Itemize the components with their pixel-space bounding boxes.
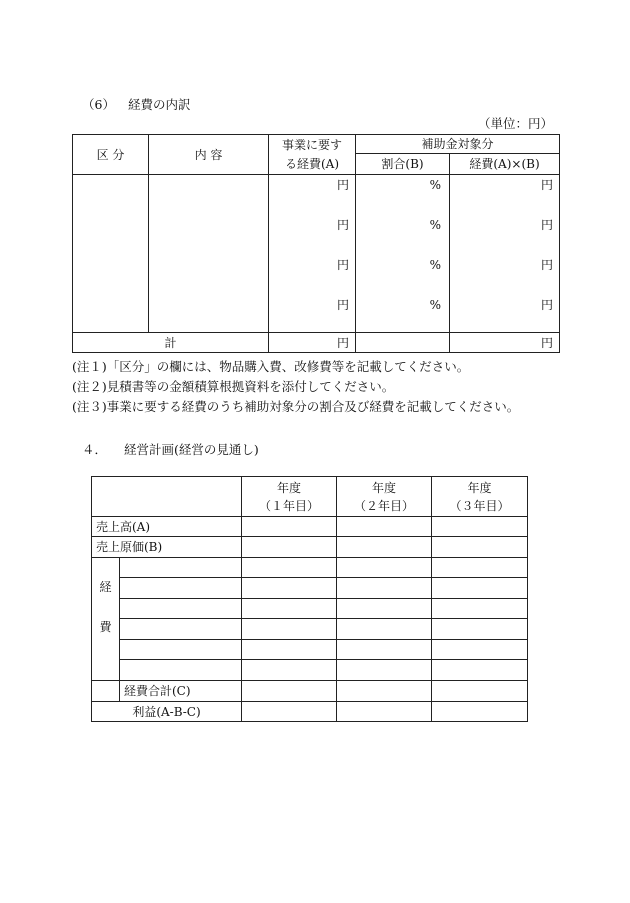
sales-label: 売上高(A) xyxy=(92,517,242,537)
expense-total-year1[interactable] xyxy=(242,681,337,702)
cost-year1[interactable] xyxy=(242,537,337,558)
unit-label: （単位：円） xyxy=(478,116,554,131)
expense-total-year3[interactable] xyxy=(432,681,528,702)
expense-6-year2[interactable] xyxy=(337,660,432,681)
year3-label: 年度 xyxy=(467,480,492,495)
year1-header xyxy=(242,477,337,517)
expense-char-2: 費 xyxy=(99,620,112,634)
row2-yen1: 円 xyxy=(336,218,349,232)
expense-3-year1[interactable] xyxy=(242,599,337,619)
sales-year1[interactable] xyxy=(242,517,337,537)
expense-5-year1[interactable] xyxy=(242,640,337,660)
profit-year1[interactable] xyxy=(242,702,337,722)
total-yen2[interactable]: 円 xyxy=(450,333,560,353)
expense-total-year2[interactable] xyxy=(337,681,432,702)
header-keihi: 経費(A)×(B) xyxy=(450,154,560,175)
row2-pct: % xyxy=(429,218,441,232)
cost-year3[interactable] xyxy=(432,537,528,558)
wariai-cell[interactable] xyxy=(356,175,450,333)
expense-5-year3[interactable] xyxy=(432,640,528,660)
row3-yen1: 円 xyxy=(336,258,349,272)
expense-breakdown-table xyxy=(72,134,560,353)
note-2: (注２)見積書等の金額積算根拠資料を添付してください。 xyxy=(72,379,395,394)
year2-header xyxy=(337,477,432,517)
row3-yen2: 円 xyxy=(541,258,554,272)
year2-label: 年度 xyxy=(371,480,396,495)
row1-yen1: 円 xyxy=(336,178,349,192)
row3-pct: % xyxy=(429,258,441,272)
profit-label: 利益(A-B-C) xyxy=(92,702,242,722)
row4-pct: % xyxy=(429,298,441,312)
expense-2-year3[interactable] xyxy=(432,578,528,599)
expense-char-1: 経 xyxy=(99,580,112,594)
section6-heading: 経費の内訳 xyxy=(128,97,191,112)
expense-6-year3[interactable] xyxy=(432,660,528,681)
expense-item-6[interactable] xyxy=(120,660,242,681)
expense-item-4[interactable] xyxy=(120,619,242,640)
row4-yen2: 円 xyxy=(541,298,554,312)
management-plan-table xyxy=(91,476,528,722)
header-jigyo xyxy=(269,135,356,175)
note-1: (注１)「区分」の欄には、物品購入費、改修費等を記載してください。 xyxy=(72,359,470,374)
profit-year2[interactable] xyxy=(337,702,432,722)
header-naiyo: 内 容 xyxy=(149,135,269,175)
expense-item-2[interactable] xyxy=(120,578,242,599)
expense-2-year2[interactable] xyxy=(337,578,432,599)
cost-label: 売上原価(B) xyxy=(92,537,242,558)
row4-yen1: 円 xyxy=(336,298,349,312)
total-label: 計 xyxy=(73,333,269,353)
header-wariai: 割合(B) xyxy=(356,154,450,175)
expense-4-year1[interactable] xyxy=(242,619,337,640)
year3-header xyxy=(432,477,528,517)
row1-yen2: 円 xyxy=(541,178,554,192)
expense-group-label xyxy=(92,558,120,681)
header-hojo: 補助金対象分 xyxy=(356,135,560,154)
expense-total-spacer xyxy=(92,681,120,702)
expense-6-year1[interactable] xyxy=(242,660,337,681)
section4-number: ４． xyxy=(82,442,108,457)
total-wariai-cell[interactable] xyxy=(356,333,450,353)
total-yen1[interactable]: 円 xyxy=(269,333,356,353)
sales-year3[interactable] xyxy=(432,517,528,537)
year1-label: 年度 xyxy=(276,480,301,495)
expense-1-year3[interactable] xyxy=(432,558,528,578)
header-jigyo-line2: る経費(A) xyxy=(284,156,340,171)
expense-4-year2[interactable] xyxy=(337,619,432,640)
year1-sub: （１年目） xyxy=(258,498,319,513)
expense-item-1[interactable] xyxy=(120,558,242,578)
note-3: (注３)事業に要する経費のうち補助対象分の割合及び経費を記載してください。 xyxy=(72,399,520,414)
kubun-cell[interactable] xyxy=(73,175,149,333)
expense-item-3[interactable] xyxy=(120,599,242,619)
expense-2-year1[interactable] xyxy=(242,578,337,599)
cost-year2[interactable] xyxy=(337,537,432,558)
plan-header-blank xyxy=(92,477,242,517)
expense-5-year2[interactable] xyxy=(337,640,432,660)
header-kubun: 区 分 xyxy=(73,135,149,175)
expense-1-year1[interactable] xyxy=(242,558,337,578)
year3-sub: （３年目） xyxy=(449,498,510,513)
row2-yen2: 円 xyxy=(541,218,554,232)
jigyo-amount-cell[interactable] xyxy=(269,175,356,333)
expense-4-year3[interactable] xyxy=(432,619,528,640)
year2-sub: （２年目） xyxy=(353,498,414,513)
section4-heading: 経営計画(経営の見通し) xyxy=(124,442,259,457)
expense-3-year3[interactable] xyxy=(432,599,528,619)
expense-1-year2[interactable] xyxy=(337,558,432,578)
keihi-amount-cell[interactable] xyxy=(450,175,560,333)
section6-number: （6） xyxy=(82,97,115,112)
naiyo-cell[interactable] xyxy=(149,175,269,333)
expense-total-label: 経費合計(C) xyxy=(120,681,242,702)
expense-item-5[interactable] xyxy=(120,640,242,660)
profit-year3[interactable] xyxy=(432,702,528,722)
row1-pct: % xyxy=(429,178,441,192)
sales-year2[interactable] xyxy=(337,517,432,537)
header-jigyo-line1: 事業に要す xyxy=(281,137,342,152)
expense-3-year2[interactable] xyxy=(337,599,432,619)
